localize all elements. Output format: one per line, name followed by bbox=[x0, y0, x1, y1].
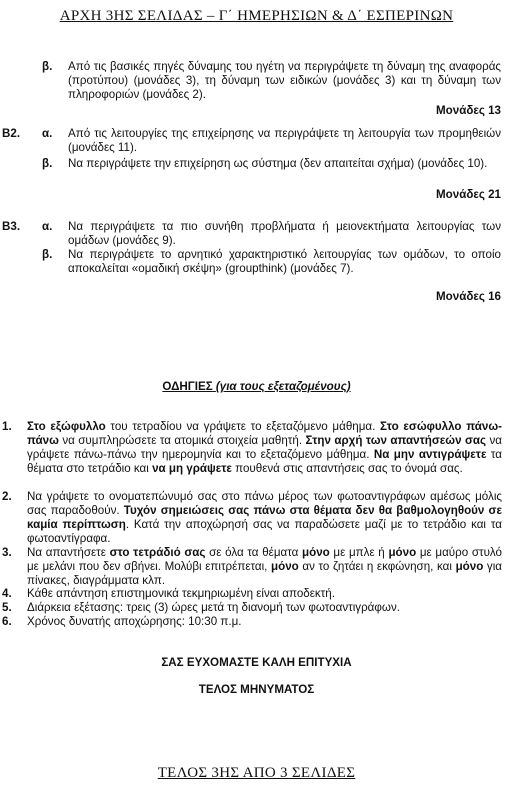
question-b2-a-text: Από τις λειτουργίες της επιχείρησης να περιγράψετε τη λειτουργία των προμηθειών (μονάδες 11). bbox=[68, 127, 501, 154]
marks-b3: Μονάδες 16 bbox=[436, 290, 501, 303]
instruction-2-text bbox=[27, 490, 502, 546]
instruction-4-number: 4. bbox=[2, 587, 12, 600]
good-luck-message: ΣΑΣ ΕΥΧΟΜΑΣΤΕ ΚΑΛΗ ΕΠΙΤΥΧΙΑ bbox=[161, 656, 352, 669]
instruction-3-segment: με μαύρο στυλό με μελάνι που δεν σβήνει. Μολύβι επιτρέπεται, bbox=[27, 546, 503, 573]
question-b2-b-text: Να περιγράψετε την επιχείρηση ως σύστημα (δεν απαιτείται σχήμα) (μονάδες 10). bbox=[68, 157, 488, 170]
instruction-2-number: 2. bbox=[2, 490, 12, 503]
instruction-1-segment: να μη γράψετε bbox=[152, 462, 232, 475]
question-b3-number: B3. bbox=[2, 220, 21, 233]
instruction-4-segment: Κάθε απάντηση επιστημονικά τεκμηριωμένη είναι αποδεκτή. bbox=[27, 587, 335, 600]
instruction-3-segment: μόνο bbox=[388, 546, 417, 559]
instruction-5-segment: Διάρκεια εξέτασης: τρεις (3) ώρες μετά τη διανομή των φωτοαντιγράφων. bbox=[27, 601, 400, 614]
instruction-3-segment: με μπλε ή bbox=[329, 546, 389, 559]
instruction-3-segment: Να απαντήσετε bbox=[27, 546, 110, 559]
question-b1-b-text: Από τις βασικές πηγές δύναμης του ηγέτη να περιγράψετε τη δύναμη της αναφοράς (προτύπου) (μονάδες 3), τη δύναμη των ειδικών (μονάδες 3) και τη δύναμη των πληροφοριών (μονάδες 2). bbox=[68, 60, 501, 101]
instruction-3-text bbox=[27, 546, 502, 588]
instruction-1-segment: Στην αρχή των απαντήσεών σας bbox=[305, 434, 487, 447]
instruction-3-segment: σε όλα τα θέματα bbox=[205, 546, 303, 559]
page-header: ΑΡΧΗ 3ΗΣ ΣΕΛΙΔΑΣ – Γ΄ ΗΜΕΡΗΣΙΩΝ & Δ΄ ΕΣΠΕΡΙΝΩΝ bbox=[59, 8, 454, 24]
instruction-3-segment: μόνο bbox=[271, 560, 299, 573]
instruction-6-text bbox=[27, 615, 502, 629]
instruction-5-number: 5. bbox=[2, 601, 12, 614]
instruction-1-segment: να συμπληρώσετε τα ατομικά στοιχεία μαθητή. bbox=[58, 434, 306, 447]
instruction-3-segment: αν το ζητάει η εκφώνηση, και bbox=[298, 560, 456, 573]
instruction-3-segment: μόνο bbox=[455, 560, 484, 573]
instruction-1-segment: Να μην αντιγράψετε bbox=[373, 448, 487, 461]
question-b2-number: B2. bbox=[2, 127, 21, 140]
instruction-1-segment: του τετραδίου να γράψετε το εξεταζόμενο μάθημα. bbox=[105, 420, 381, 433]
instruction-3-number: 3. bbox=[2, 546, 12, 559]
marks-b1: Μονάδες 13 bbox=[436, 104, 501, 117]
instruction-5-text bbox=[27, 601, 502, 615]
instruction-1-segment: να γράψετε πάνω-πάνω την ημερομηνία και το εξεταζόμενο μάθημα. bbox=[27, 434, 502, 461]
marks-b2: Μονάδες 21 bbox=[436, 188, 501, 201]
instruction-1-segment: Στο εξώφυλλο bbox=[27, 420, 106, 433]
question-b2-b-label: β. bbox=[42, 157, 53, 170]
question-b3-b-text: Να περιγράψετε το αρνητικό χαρακτηριστικό λειτουργίας των ομάδων, το οποίο αποκαλείται «ομαδική σκέψη» (groupthink) (μονάδες 7). bbox=[68, 248, 501, 275]
end-of-message: ΤΕΛΟΣ ΜΗΝΥΜΑΤΟΣ bbox=[198, 683, 315, 696]
question-b3-a-text: Να περιγράψετε τα πιο συνήθη προβλήματα ή μειονεκτήματα λειτουργίας των ομάδων (μονάδες 9). bbox=[68, 220, 501, 247]
instructions-title-main: ΟΔΗΓΙΕΣ bbox=[162, 380, 213, 393]
instruction-2-segment: . Κατά την αποχώρησή σας να παραδώσετε μαζί με το τετράδιο και τα φωτοαντίγραφα. bbox=[27, 518, 502, 545]
instruction-1-segment: τα θέματα στο τετράδιο και bbox=[27, 448, 503, 475]
instructions-title bbox=[0, 380, 513, 394]
question-b1-b-label: β. bbox=[42, 60, 53, 73]
instruction-6-segment: Χρόνος δυνατής αποχώρησης: 10:30 π.μ. bbox=[27, 615, 242, 628]
question-b3-b-label: β. bbox=[42, 248, 53, 261]
instruction-1-number: 1. bbox=[2, 420, 12, 433]
instruction-1-text bbox=[27, 420, 502, 476]
question-b2-a-label: α. bbox=[42, 127, 53, 140]
instruction-3-segment: μόνο bbox=[302, 546, 330, 559]
instruction-3-segment: στο τετράδιό σας bbox=[109, 546, 206, 559]
instruction-1-segment: πουθενά στις απαντήσεις σας το όνομά σας. bbox=[231, 462, 463, 475]
instruction-2-segment: Να γράψετε το ονοματεπώνυμό σας στο πάνω μέρος των φωτοαντιγράφων αμέσως μόλις σας παραδοθούν. bbox=[27, 490, 502, 517]
instruction-4-text bbox=[27, 587, 502, 601]
instructions-title-note: (για τους εξεταζομένους) bbox=[215, 380, 351, 393]
question-b3-a-label: α. bbox=[42, 220, 53, 233]
instruction-6-number: 6. bbox=[2, 615, 12, 628]
instruction-1-segment: Στο εσώφυλλο πάνω-πάνω bbox=[27, 420, 502, 447]
page-footer: ΤΕΛΟΣ 3ΗΣ ΑΠΟ 3 ΣΕΛΙΔΕΣ bbox=[157, 765, 356, 781]
instruction-2-segment: Τυχόν σημειώσεις σας πάνω στα θέματα δεν θα βαθμολογηθούν σε καμία περίπτωση bbox=[27, 504, 502, 531]
instruction-3-segment: για πίνακες, διαγράμματα κλπ. bbox=[27, 560, 503, 587]
